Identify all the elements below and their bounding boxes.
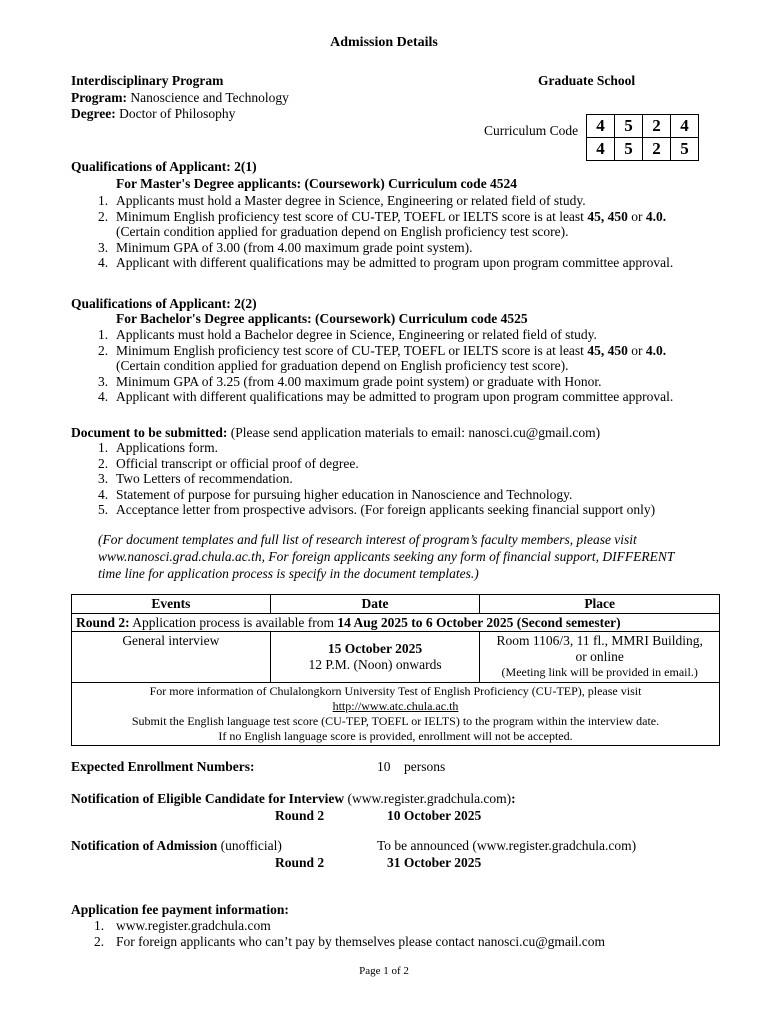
code-digit: 2 [643,115,671,138]
round-row [72,613,720,632]
fee-heading: Application fee payment information: [71,902,289,917]
col-header-date: Date [270,595,480,614]
col-header-events: Events [72,595,271,614]
school-name: Graduate School [538,73,636,88]
list-item: 5. Acceptance letter from prospective advisors. (For foreign applicants seeking financial support only) [98,502,656,517]
enrollment-unit: persons [404,759,446,774]
qual1-heading: Qualifications of Applicant: 2(1) [71,159,257,174]
code-digit: 5 [615,138,643,161]
enrollment-label: Expected Enrollment Numbers: [71,759,255,774]
cutep-link[interactable]: http://www.atc.chula.ac.th [332,698,459,713]
code-digit: 4 [671,115,699,138]
note-line: time line for application process is specify in the document templates.) [98,566,479,581]
qual1-subheading: For Master's Degree applicants: (Coursework) Curriculum code 4524 [116,176,518,191]
list-item: 1. Applicants must hold a Bachelor degree in Science, Engineering or related field of study. [98,327,597,342]
admission-date: 31 October 2025 [387,855,482,870]
admission-round: Round 2 [275,855,325,870]
list-item: 2. For foreign applicants who can’t pay by themselves please contact nanosci.cu@gmail.com [94,933,606,949]
documents-note [98,531,674,582]
notification-interview: Notification of Eligible Candidate for Interview (www.register.gradchula.com): [71,791,516,806]
documents-list [98,440,655,518]
code-digit: 5 [671,138,699,161]
qual2-subheading: For Bachelor's Degree applicants: (Coursework) Curriculum code 4525 [116,311,528,326]
qual2-heading: Qualifications of Applicant: 2(2) [71,296,257,311]
list-item: 2. Minimum English proficiency test score of CU-TEP, TOEFL or IELTS score is at least 45, 450 or 4.0. (Certain condition applied for graduation depend on English proficiency test score). [98,342,667,373]
code-row [587,138,699,161]
notification-admission: Notification of Admission (unofficial) [71,838,282,853]
enrollment-value: 10 [377,759,391,774]
qual2-list [98,327,673,405]
list-item: 2. Minimum English proficiency test score of CU-TEP, TOEFL or IELTS score is at least 45, 450 or 4.0. (Certain condition applied for graduation depend on English proficiency test score). [98,208,667,239]
program-line: Program: Nanoscience and Technology [71,90,289,105]
list-item: 1. Applications form. [98,440,218,455]
code-digit: 4 [587,115,615,138]
curriculum-code-table [586,114,699,161]
round-cell: Round 2: Application process is available from 14 Aug 2025 to 6 October 2025 (Second semester) [72,613,720,632]
list-item: 2. Official transcript or official proof of degree. [98,455,359,471]
list-item: 3. Minimum GPA of 3.00 (from 4.00 maximum grade point system). [98,239,473,255]
list-item: 1. www.register.gradchula.com [94,918,271,933]
date-cell: 15 October 2025 12 P.M. (Noon) onwards [270,632,480,683]
curriculum-code-label: Curriculum Code [484,123,579,138]
note-line: (For document templates and full list of research interest of program’s faculty members, please visit [98,532,637,547]
code-digit: 2 [643,138,671,161]
code-digit: 5 [615,115,643,138]
program-type: Interdisciplinary Program [71,73,224,88]
code-digit: 4 [587,138,615,161]
code-row [587,115,699,138]
page-title: Admission Details [330,35,438,50]
fee-list [94,918,605,949]
col-header-place: Place [480,595,720,614]
qual1-list [98,193,673,271]
interview-round: Round 2 [275,808,325,823]
interview-date: 10 October 2025 [387,808,482,823]
info-cell: For more information of Chulalongkorn University Test of English Proficiency (CU-TEP), please visit http://www.atc.chula.ac.th Submit the English language test score (CU-TEP, TOEFL or IELTS) to the program within the interview date. If no English language score is provided, enrollment will not be accepted. [72,682,720,745]
list-item: 4. Applicant with different qualifications may be admitted to program upon program committee approval. [98,389,674,404]
list-item: 3. Two Letters of recommendation. [98,471,293,486]
table-row [72,632,720,683]
list-item: 4. Applicant with different qualifications may be admitted to program upon program committee approval. [98,255,674,270]
events-table [71,594,720,746]
list-item: 3. Minimum GPA of 3.25 (from 4.00 maximum grade point system) or graduate with Honor. [98,373,602,389]
table-header-row [72,595,720,614]
documents-heading: Document to be submitted: (Please send application materials to email: nanosci.cu@gmail.com) [71,425,601,440]
admission-announce: To be announced (www.register.gradchula.com) [377,838,637,853]
event-cell: General interview [72,632,271,683]
place-cell: Room 1106/3, 11 fl., MMRI Building, or online (Meeting link will be provided in email.) [480,632,720,683]
list-item: 1. Applicants must hold a Master degree in Science, Engineering or related field of study. [98,193,586,208]
list-item: 4. Statement of purpose for pursuing higher education in Nanoscience and Technology. [98,486,573,502]
degree-line: Degree: Doctor of Philosophy [71,106,236,121]
note-line: www.nanosci.grad.chula.ac.th, For foreign applicants seeking any form of financial support, DIFFERENT [98,549,675,564]
page-number: Page 1 of 2 [359,965,409,977]
info-row [72,682,720,745]
